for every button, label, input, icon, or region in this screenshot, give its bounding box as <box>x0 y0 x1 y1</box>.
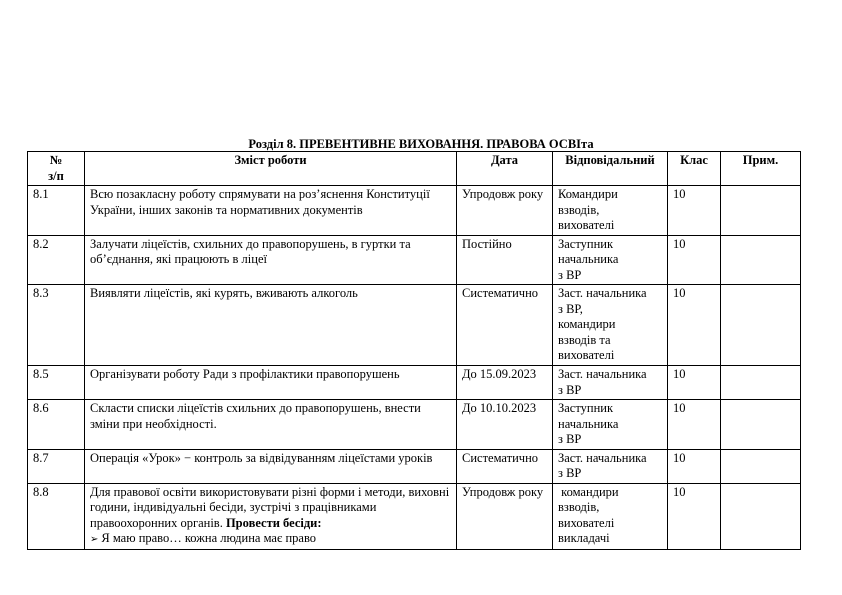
row-class: 10 <box>668 400 721 450</box>
row-responsible: Заступник начальника з ВР <box>553 235 668 285</box>
arrow-bullet-icon: ➢ <box>90 534 99 545</box>
row-note <box>721 285 801 366</box>
row-note <box>721 366 801 400</box>
header-class: Клас <box>668 152 721 186</box>
row-date: Систематично <box>457 449 553 483</box>
table-row <box>28 366 801 400</box>
row-content: Всю позакласну роботу спрямувати на роз’яснення Конституції України, інших законів та нормативних документів <box>85 186 457 236</box>
table-row <box>28 400 801 450</box>
bullet-item <box>90 531 451 548</box>
row-responsible: Заст. начальника з ВР <box>553 449 668 483</box>
table-header-row <box>28 152 801 186</box>
row-responsible: Заступник начальника з ВР <box>553 400 668 450</box>
row-number: 8.1 <box>28 186 85 236</box>
row-number: 8.2 <box>28 235 85 285</box>
row-content <box>85 483 457 549</box>
row-content-text: Для правової освіти використовувати різні форми і методи, виховні години, індивідуальні бесіди, зустрічі з працівниками правоохоронних органів. <box>90 484 450 530</box>
row-number: 8.7 <box>28 449 85 483</box>
row-content-bold: Провести бесіди: <box>225 515 322 530</box>
row-content: Організувати роботу Ради з профілактики правопорушень <box>85 366 457 400</box>
row-note <box>721 449 801 483</box>
row-note <box>721 235 801 285</box>
row-note <box>721 483 801 549</box>
table-row <box>28 186 801 236</box>
row-number: 8.6 <box>28 400 85 450</box>
row-note <box>721 400 801 450</box>
row-class: 10 <box>668 483 721 549</box>
row-responsible: Заст. начальника з ВР <box>553 366 668 400</box>
header-date: Дата <box>457 152 553 186</box>
row-responsible: Заст. начальника з ВР, командири взводів та вихователі <box>553 285 668 366</box>
header-note: Прим. <box>721 152 801 186</box>
table-row <box>28 449 801 483</box>
row-number: 8.8 <box>28 483 85 549</box>
header-number: № з/п <box>28 152 85 186</box>
row-class: 10 <box>668 449 721 483</box>
row-class: 10 <box>668 186 721 236</box>
row-date: До 15.09.2023 <box>457 366 553 400</box>
table-row <box>28 235 801 285</box>
row-class: 10 <box>668 366 721 400</box>
row-content: Залучати ліцеїстів, схильних до правопорушень, в гуртки та об’єднання, які працюють в ліцеї <box>85 235 457 285</box>
row-note <box>721 186 801 236</box>
table-row <box>28 285 801 366</box>
table-row <box>28 483 801 549</box>
row-responsible: Командири взводів, вихователі <box>553 186 668 236</box>
work-plan-table <box>27 151 801 550</box>
row-date: Постійно <box>457 235 553 285</box>
row-number: 8.3 <box>28 285 85 366</box>
row-content: Операція «Урок» − контроль за відвідуванням ліцеїстами уроків <box>85 449 457 483</box>
row-date: До 10.10.2023 <box>457 400 553 450</box>
row-date: Систематично <box>457 285 553 366</box>
row-number: 8.5 <box>28 366 85 400</box>
row-content: Скласти списки ліцеїстів схильних до правопорушень, внести зміни при необхідності. <box>85 400 457 450</box>
bullet-text: Я маю право… кожна людина має право <box>101 531 317 545</box>
row-date: Упродовж року <box>457 483 553 549</box>
header-content: Зміст роботи <box>85 152 457 186</box>
row-class: 10 <box>668 285 721 366</box>
row-responsible: командири взводів, вихователі викладачі <box>553 483 668 549</box>
row-class: 10 <box>668 235 721 285</box>
section-title: Розділ 8. ПРЕВЕНТИВНЕ ВИХОВАННЯ. ПРАВОВА ОСВІта <box>248 137 594 151</box>
row-date: Упродовж року <box>457 186 553 236</box>
header-responsible: Відповідальний <box>553 152 668 186</box>
row-content: Виявляти ліцеїстів, які курять, вживають алкоголь <box>85 285 457 366</box>
